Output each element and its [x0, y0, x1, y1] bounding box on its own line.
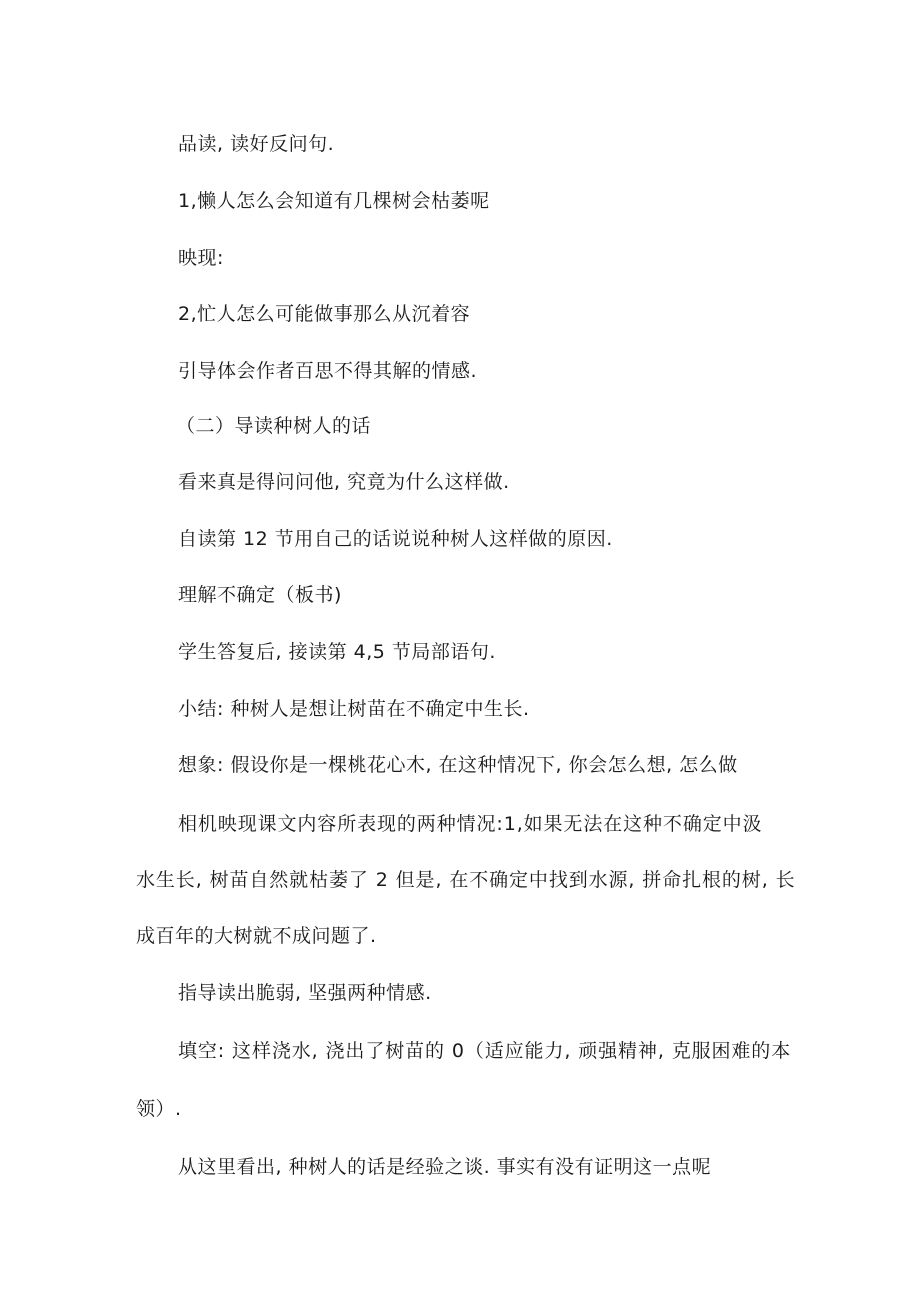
- paragraph-line: 想象: 假设你是一棵桃花心木, 在这种情况下, 你会怎么想, 怎么做: [178, 754, 738, 776]
- paragraph-line: 看来真是得问问他, 究竟为什么这样做.: [178, 471, 510, 493]
- paragraph-line: 学生答复后, 接读第 4,5 节局部语句.: [178, 641, 496, 663]
- paragraph-line-wrapped: 水生长, 树苗自然就枯萎了 2 但是, 在不确定中找到水源, 拼命扎根的树, 长: [136, 869, 796, 891]
- paragraph-line: 理解不确定（板书): [178, 584, 342, 606]
- paragraph-line: 映现:: [178, 247, 224, 269]
- paragraph-line: 2,忙人怎么可能做事那么从沉着容: [178, 303, 471, 325]
- paragraph-line-wrapped: 领）.: [136, 1098, 182, 1120]
- paragraph-line: 品读, 读好反问句.: [178, 133, 335, 155]
- paragraph-line: 1,懒人怎么会知道有几棵树会枯萎呢: [178, 190, 490, 212]
- paragraph-line-wrapped: 成百年的大树就不成问题了.: [136, 925, 377, 947]
- paragraph-line: 填空: 这样浇水, 浇出了树苗的 0（适应能力, 顽强精神, 克服困难的本: [178, 1040, 792, 1062]
- paragraph-line: 相机映现课文内容所表现的两种情况:1,如果无法在这种不确定中汲: [178, 813, 763, 835]
- paragraph-line: 小结: 种树人是想让树苗在不确定中生长.: [178, 698, 530, 720]
- paragraph-line: 引导体会作者百思不得其解的情感.: [178, 360, 478, 382]
- paragraph-line: 指导读出脆弱, 坚强两种情感.: [178, 982, 432, 1004]
- paragraph-line: 从这里看出, 种树人的话是经验之谈. 事实有没有证明这一点呢: [178, 1156, 712, 1178]
- section-heading: （二）导读种树人的话: [176, 415, 372, 437]
- paragraph-line: 自读第 12 节用自己的话说说种树人这样做的原因.: [178, 528, 613, 550]
